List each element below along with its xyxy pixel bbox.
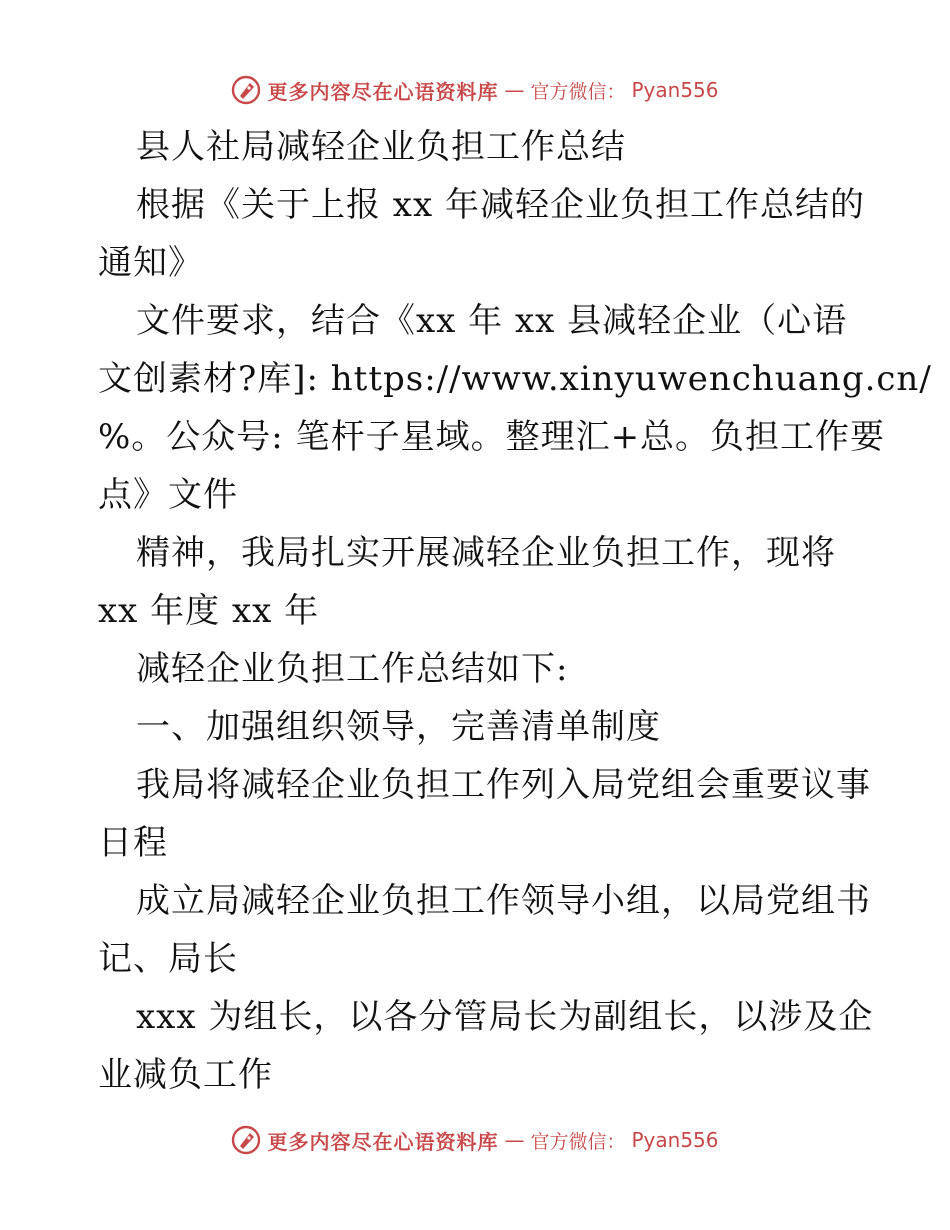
paragraph-line: xxx 为组长，以各分管局长为副组长，以涉及企 bbox=[136, 997, 874, 1037]
paragraph-line: 成立局减轻企业负担工作领导小组，以局党组书 bbox=[136, 881, 871, 921]
watermark-wechat-label: 官方微信： bbox=[530, 80, 626, 103]
watermark-dash: — bbox=[504, 1128, 525, 1152]
footer-watermark bbox=[0, 1120, 950, 1160]
pen-nib-logo-icon bbox=[231, 1125, 261, 1155]
document-title: 县人社局减轻企业负担工作总结 bbox=[136, 127, 626, 167]
paragraph-line: 文创素材?库]: https://www.xinyuwenchuang.cn/ bbox=[98, 359, 932, 399]
paragraph-line: xx 年度 xx 年 bbox=[98, 591, 320, 631]
paragraph-line: 我局将减轻企业负担工作列入局党组会重要议事 bbox=[136, 765, 871, 805]
document-body bbox=[98, 118, 932, 1104]
paragraph-line: 减轻企业负担工作总结如下: bbox=[136, 649, 569, 689]
paragraph-line: 日程 bbox=[98, 823, 168, 863]
paragraph-line: 业减负工作 bbox=[98, 1055, 273, 1095]
paragraph-line: 根据《关于上报 xx 年减轻企业负担工作总结的 bbox=[136, 185, 865, 225]
paragraph-line: 文件要求，结合《xx 年 xx 县减轻企业（心语 bbox=[136, 301, 848, 341]
section-heading: 一、加强组织领导，完善清单制度 bbox=[136, 707, 661, 747]
paragraph-line: %。公众号: 笔杆子星域。整理汇+总。负担工作要 bbox=[98, 417, 886, 457]
watermark-wechat-id: Pyan556 bbox=[631, 1128, 719, 1152]
watermark-dash: — bbox=[504, 78, 525, 102]
header-watermark bbox=[0, 70, 950, 110]
watermark-wechat-id: Pyan556 bbox=[631, 78, 719, 102]
paragraph-line: 通知》 bbox=[98, 243, 203, 283]
paragraph-line: 记、局长 bbox=[98, 939, 238, 979]
pen-nib-logo-icon bbox=[231, 75, 261, 105]
paragraph-line: 点》文件 bbox=[98, 475, 238, 515]
watermark-wechat-label: 官方微信： bbox=[530, 1130, 626, 1153]
paragraph-line: 精神，我局扎实开展减轻企业负担工作，现将 bbox=[136, 533, 836, 573]
watermark-text: 更多内容尽在心语资料库 bbox=[267, 79, 499, 104]
watermark-text: 更多内容尽在心语资料库 bbox=[267, 1129, 499, 1154]
